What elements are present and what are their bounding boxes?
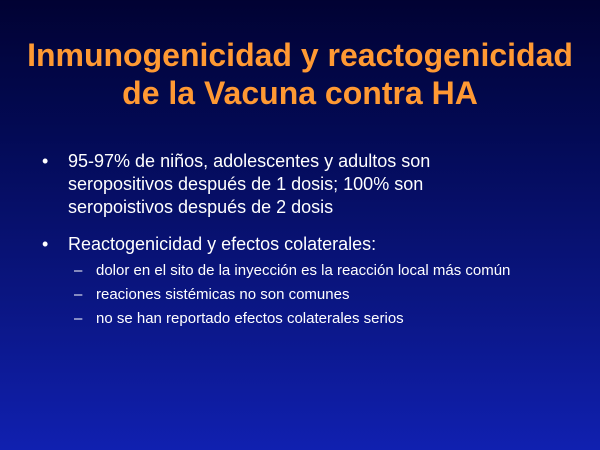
slide-title-line-1: Inmunogenicidad y reactogenicidad [27,37,573,73]
sub-bullet-item [74,259,582,283]
bullet-marker: • [42,234,49,254]
sub-bullet-text: dolor en el sito de la inyección es la reacción local más común [96,262,511,279]
slide-title [0,36,600,112]
sub-bullet-item [74,307,582,331]
bullet-text-line: 95-97% de niños, adolescentes y adultos son [68,151,431,171]
sub-bullet-text: reaciones sistémicas no son comunes [96,286,350,303]
sub-bullet-list [42,259,582,331]
sub-bullet-text: no se han reportado efectos colaterales serios [96,310,404,327]
bullet-item-seropositivity [42,150,582,219]
dash-marker: – [74,262,83,279]
bullet-marker: • [42,151,49,171]
bullet-text-line: seropoistivos después de 2 dosis [68,197,334,217]
slide-body [42,150,582,331]
sub-bullet-item [74,283,582,307]
bullet-text: Reactogenicidad y efectos colaterales: [68,234,377,254]
bullet-text-line: seropositivos después de 1 dosis; 100% son [68,174,424,194]
dash-marker: – [74,286,83,303]
bullet-item-reactogenicity [42,233,582,256]
slide-title-line-2: de la Vacuna contra HA [122,75,478,111]
dash-marker: – [74,310,83,327]
